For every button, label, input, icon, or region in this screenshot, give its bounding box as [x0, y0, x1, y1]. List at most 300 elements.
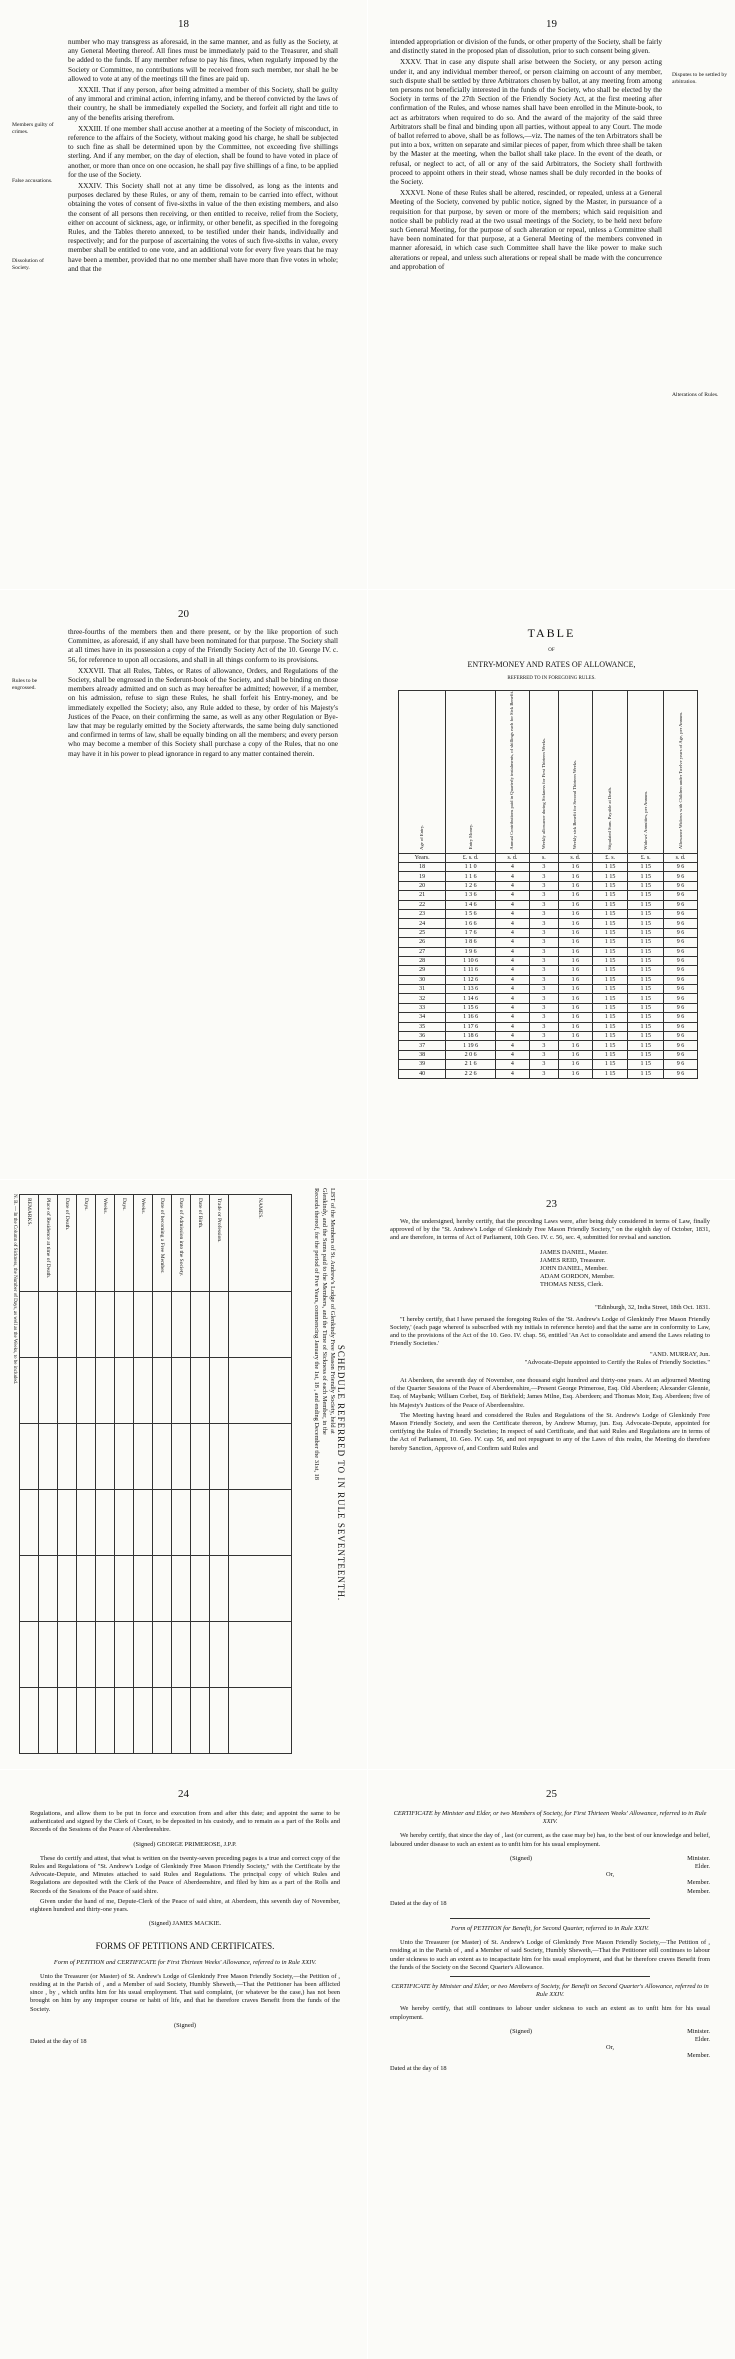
schedule-row [58, 1195, 77, 1754]
table-cell: 22 [399, 900, 446, 909]
murray-signature: "AND. MURRAY, Jun. [650, 1350, 710, 1358]
form-text: Unto the Treasurer (or Master) of St. Andrew's Lodge of Glenkindy Free Mason Friendly Society,—The Petition of , residing at in the Parish of , and a Member of said Society, Humbly Sheweth,—That the Petitioner still continues to labour under sickness to such an extent as to incapacitate him for his usual employment, and that he therefore craves Benefit from the funds of the Society on the Second Quarter's Allowance. [390, 1939, 710, 1971]
schedule-cell [96, 1556, 115, 1622]
table-cell: 4 [495, 919, 529, 928]
table-cell: 1 6 [558, 985, 592, 994]
table-cell: 9 6 [664, 985, 698, 994]
form-title: Form of PETITION for Benefit, for Second Quarter, referred to in Rule XXIV. [451, 1925, 649, 1933]
unit-cell: s. d. [495, 853, 529, 862]
form-title: CERTIFICATE by Minister and Elder, or two Members of Society, for First Thirteen Weeks' Allowance, referred to in Rule XXIV. [393, 1810, 707, 1826]
table-cell: 4 [495, 1022, 529, 1031]
schedule-cell [134, 1622, 153, 1688]
schedule-cell [172, 1490, 191, 1556]
schedule-cell [20, 1358, 39, 1424]
rule-xxxv: XXXV. That in case any dispute shall arise between the Society, or any person acting under it, and any individual member thereof, or person claiming on account of any member, such dispute shall be settled by three Arbitrators chosen by ballot, at any meeting from among ten persons not beneficially interested in the funds of the Society, who shall be elected by the Society in terms of the 27th Section of the Friendly Society Act, at the first meeting after confirmation of the Rules, and whose names shall have been enrolled in the Minute-book, to act as arbitrators when required to do so. And the award of the majority of the said three Arbitrators shall be final and binding upon all parties, without appeal to any Court. The mode of ballot referred to above, shall be as follows,—viz. The names of the ten Arbitrators shall be put into a box, written on separate and similar pieces of paper, from which three shall be taken by the Master at the meeting, when the ballot shall take place. In the event of the death, or refusal, or neglect to act, of all or any of the said Arbitrators, the Society shall forthwith proceed to appoint others in their stead, whose names shall be duly recorded in the books of the Society. [390, 58, 662, 187]
divider [450, 1918, 650, 1919]
table-cell: 4 [495, 1060, 529, 1069]
schedule-column-label: NAMES. [229, 1195, 292, 1292]
unit-cell: s. [529, 853, 558, 862]
table-cell: 3 [529, 909, 558, 918]
table-cell: 3 [529, 985, 558, 994]
table-cell: 1 1 6 [446, 872, 496, 881]
table-cell: 3 [529, 919, 558, 928]
table-cell: 1 2 6 [446, 881, 496, 890]
table-cell: 1 15 [628, 994, 664, 1003]
table-cell: 1 13 6 [446, 985, 496, 994]
page-20-text [68, 628, 338, 761]
table-cell: 3 [529, 862, 558, 871]
page-19 [368, 0, 735, 589]
page-18 [0, 0, 367, 589]
advocate-letter: "I hereby certify, that I have perused the foregoing Rules of the 'St. Andrew's Lodge of Glenkindy Free Mason Friendly Society,' (each page whereof is subscribed with my initials in reference hereto) and that the same are in conformity to Law, and to the provisions of the Act of the 10. Geo. IV. chap. 56, entitled 'An Act to consolidate and amend the Laws relating to Friendly Societies.' [390, 1315, 710, 1348]
margin-note: Disputes to be settled by arbitration. [672, 72, 727, 85]
schedule-cell [96, 1358, 115, 1424]
table-cell: 1 1 0 [446, 862, 496, 871]
schedule-row [153, 1195, 172, 1754]
table-cell: 24 [399, 919, 446, 928]
table-row [399, 1050, 698, 1059]
table-row [399, 1041, 698, 1050]
table-cell: 9 6 [664, 891, 698, 900]
table-cell: 3 [529, 1003, 558, 1012]
signer-name: JAMES REID, Treasurer. [540, 1256, 606, 1264]
table-cell: 1 6 [558, 1013, 592, 1022]
table-cell: 3 [529, 1050, 558, 1059]
or: Or, [605, 1871, 615, 1879]
table-cell: 1 15 [628, 872, 664, 881]
signature-block [510, 2028, 710, 2061]
column-header: Age of Entry. [399, 691, 446, 854]
schedule-cell [115, 1490, 134, 1556]
table-row [399, 891, 698, 900]
unit-cell: s. d. [558, 853, 592, 862]
schedule-cell [115, 1358, 134, 1424]
signature: (Signed) JAMES MACKIE. [148, 1920, 222, 1928]
certificate: We, the undersigned, hereby certify, that the preceding Laws were, after being duly considered in terms of Law, finally approved of by the "St. Andrew's Lodge of Glenkindy Free Mason Friendly Society," on the eighth day of October, 1831, and are therefore, in terms of Act of Parliament, 10th Geo. IV. c. 56, sec. 4, submitted for revisal and sanction. [390, 1218, 710, 1242]
table-cell: 1 15 [628, 1003, 664, 1012]
signers-list [540, 1249, 710, 1290]
table-cell: 9 6 [664, 1032, 698, 1041]
schedule-cell [191, 1424, 210, 1490]
table-cell: 3 [529, 966, 558, 975]
schedule-cell [77, 1424, 96, 1490]
table-cell: 1 15 [628, 891, 664, 900]
table-subtitle: ENTRY-MONEY AND RATES OF ALLOWANCE, [467, 660, 636, 669]
page-19-text [390, 38, 662, 274]
paragraph: number who may transgress as aforesaid, in the same manner, and as fully as the Society, at any General Meeting thereof. All fines must be immediately paid to the Treasurer, and shall be added to the funds. If any member refuse to pay his fines, when regularly imposed by the Society or Committee, no contributions will be received from such member, nor shall he be allowed to vote at any of the meetings till the fines are paid up. [68, 38, 338, 83]
schedule-cell [77, 1292, 96, 1358]
schedule-line: LIST of the Members of St. Andrew's Lodge of Glenkindy Free Mason Friendly Society, held at [329, 1188, 336, 1434]
schedule-column-label: Date of Admission into the Society. [172, 1195, 191, 1292]
schedule-column-label: Trade or Profession. [210, 1195, 229, 1292]
schedule-cell [96, 1292, 115, 1358]
table-cell: 34 [399, 1013, 446, 1022]
schedule-grid [19, 1194, 292, 1754]
table-cell: 3 [529, 994, 558, 1003]
table-row [399, 900, 698, 909]
column-header: Widows' Annuities, per Annum. [628, 691, 664, 854]
table-cell: 2 0 6 [446, 1050, 496, 1059]
table-cell: 4 [495, 891, 529, 900]
margin-note: Dissolution of Society. [12, 258, 44, 271]
schedule-table [12, 1194, 292, 1754]
table-cell: 32 [399, 994, 446, 1003]
schedule-cell [210, 1556, 229, 1622]
table-cell: 1 10 6 [446, 956, 496, 965]
table-cell: 9 6 [664, 881, 698, 890]
schedule-cell [115, 1292, 134, 1358]
table-cell: 1 6 [558, 919, 592, 928]
table-cell: 1 6 [558, 975, 592, 984]
table-cell: 1 7 6 [446, 928, 496, 937]
table-cell: 1 15 [628, 938, 664, 947]
minister: Minister. [687, 2027, 710, 2035]
table-cell: 3 [529, 1032, 558, 1041]
table-cell: 1 15 [592, 985, 628, 994]
schedule-cell [134, 1490, 153, 1556]
schedule-cell [58, 1490, 77, 1556]
table-cell: 1 6 [558, 1041, 592, 1050]
page-21 [368, 590, 735, 1179]
table-cell: 4 [495, 956, 529, 965]
table-cell: 4 [495, 947, 529, 956]
column-header: Stipulated Sum. Payable at Death. [592, 691, 628, 854]
table-cell: 1 11 6 [446, 966, 496, 975]
table-cell: 1 5 6 [446, 909, 496, 918]
table-cell: 1 15 [592, 919, 628, 928]
schedule-cell [134, 1292, 153, 1358]
schedule-cell [172, 1292, 191, 1358]
rule-xxxiv: XXXIV. This Society shall not at any time be dissolved, as long as the intents and purposes declared by these Rules, or any of them, remain to be carried into effect, without obtaining the votes of consent of five-sixths in value of the then existing members, and also the consent of all persons then receiving, or then entitled to receive, relief from the Society, either on account of sickness, age, or infirmity, or other benefit, as specified in the foregoing Rules, and the Tables thereto annexed, to be testified under their hands, individually and respectively; and for the purpose of ascertaining the votes of such five-sixths in value, every member shall be entitled to one vote, and an additional vote for every five years that he may have been a member, provided that no one member shall have more than five votes in whole; and that the [68, 182, 338, 273]
table-cell: 4 [495, 966, 529, 975]
table-cell: 1 6 [558, 881, 592, 890]
table-cell: 1 15 [628, 956, 664, 965]
schedule-cell [191, 1556, 210, 1622]
page-22 [0, 1180, 367, 1769]
paragraph: Given under the hand of me, Depute-Clerk of the Peace of said shire, at Aberdeen, this seventh day of November, eighteen hundred and thirty-one years. [30, 1897, 340, 1914]
schedule-cell [58, 1358, 77, 1424]
schedule-cell [77, 1556, 96, 1622]
table-cell: 1 6 [558, 1050, 592, 1059]
table-cell: 4 [495, 975, 529, 984]
schedule-cell [191, 1688, 210, 1754]
dated-line: Dated at the day of 18 [390, 2064, 447, 2072]
table-cell: 1 15 [592, 1003, 628, 1012]
aberdeen-minute: At Aberdeen, the seventh day of November, one thousand eight hundred and thirty-one years. At an adjourned Meeting of the Quarter Sessions of the Peace of Aberdeenshire,—Present George Primerose, Esq. Old Aberdeen; Alexander Glennie, Esq. of Maybank; William Corbet, Esq. of Birkfield; James Milne, Esq. Aberdeen; and Thomas Moir, Esq. Aberdeen; five of his Majesty's Justices of the Peace of Aberdeenshire. [390, 1377, 710, 1409]
table-cell: 28 [399, 956, 446, 965]
table-cell: 25 [399, 928, 446, 937]
table-cell: 3 [529, 956, 558, 965]
table-row [399, 1003, 698, 1012]
schedule-cell [172, 1358, 191, 1424]
table-cell: 3 [529, 928, 558, 937]
table-row [399, 1032, 698, 1041]
table-cell: 1 15 [628, 881, 664, 890]
dateline: "Edinburgh, 32, India Street, 18th Oct. 1831. [595, 1303, 710, 1311]
table-cell: 1 15 [592, 1032, 628, 1041]
table-cell: 30 [399, 975, 446, 984]
table-cell: 21 [399, 891, 446, 900]
schedule-cell [96, 1490, 115, 1556]
table-cell: 26 [399, 938, 446, 947]
table-cell: 19 [399, 872, 446, 881]
table-cell: 1 6 [558, 966, 592, 975]
page-number: 24 [178, 1788, 189, 1800]
table-cell: 1 15 [592, 947, 628, 956]
paragraph: Regulations, and allow them to be put in force and execution from and after this date; and appoint the same to be authenticated and signed by the Clerk of Court, to be deposited in his custody, and to remain as a part of the Rolls and Records of the Sessions of the Peace of Aberdeenshire. [30, 1810, 340, 1834]
margin-note: False accusations. [12, 178, 53, 184]
schedule-row [39, 1195, 58, 1754]
schedule-cell [39, 1556, 58, 1622]
rule-xxxii: XXXII. That if any person, after being admitted a member of this Society, shall be guilty of any immoral and criminal action, inferring infamy, and be thereof convicted by the laws of their country, he shall be immediately expelled the Society, and forfeit all right and title to any of the benefits arising therefrom. [68, 86, 338, 122]
table-cell: 4 [495, 928, 529, 937]
page-23-text [390, 1218, 710, 1455]
schedule-cell [210, 1358, 229, 1424]
schedule-cell [134, 1424, 153, 1490]
table-cell: 1 15 [592, 1069, 628, 1078]
table-cell: 3 [529, 872, 558, 881]
schedule-line: Glenkindy, and the Sums paid to the Members, and the Time of Sickness of each Member, in the [320, 1188, 328, 1435]
schedule-cell [210, 1622, 229, 1688]
table-cell: 1 18 6 [446, 1032, 496, 1041]
schedule-cell [229, 1424, 292, 1490]
schedule-cell [77, 1622, 96, 1688]
minister: Minister. [687, 1854, 710, 1862]
table-cell: 9 6 [664, 1013, 698, 1022]
table-cell: 1 15 [628, 985, 664, 994]
table-cell: 9 6 [664, 938, 698, 947]
table-cell: 4 [495, 1069, 529, 1078]
page-24 [0, 1770, 367, 2359]
dated-line: Dated at the day of 18 [30, 2038, 87, 2046]
member: Member. [687, 1879, 710, 1887]
table-cell: 3 [529, 900, 558, 909]
schedule-cell [153, 1292, 172, 1358]
form-text: We hereby certify, that still continues to labour under sickness to such an extent as to unfit him for his usual employment. [390, 2005, 710, 2021]
schedule-cell [210, 1424, 229, 1490]
table-cell: 1 15 [628, 1069, 664, 1078]
member: Member. [687, 2052, 710, 2060]
rule-xxxiii: XXXIII. If one member shall accuse another at a meeting of the Society of misconduct, in reference to the affairs of the Society, without making good his charge, he shall be subjected to such fine as shall be determined upon by the Committee, not exceeding five shillings sterling. And if any member, on the day of election, shall be found to have voted in place of another, or more than once on one occasion, he shall pay five shillings of a fine, to be applied for the use of the Society. [68, 124, 338, 179]
signer-name: ADAM GORDON, Member. [540, 1273, 615, 1281]
table-cell: 1 6 [558, 928, 592, 937]
schedule-note: N. B. — In the Column of Sickness, the Number of Days, as well as the Weeks, to be included. [12, 1194, 17, 1385]
schedule-cell [134, 1688, 153, 1754]
table-row [399, 966, 698, 975]
table-cell: 1 6 [558, 1003, 592, 1012]
table-cell: 4 [495, 1013, 529, 1022]
table-cell: 1 8 6 [446, 938, 496, 947]
table-cell: 2 2 6 [446, 1069, 496, 1078]
column-header: Allowance Widows with Children under Twelve years of Age, per Annum. [664, 691, 698, 854]
table-cell: 1 9 6 [446, 947, 496, 956]
table-cell: 1 6 [558, 1060, 592, 1069]
table-cell: 9 6 [664, 1069, 698, 1078]
unit-cell: £. s. d. [446, 853, 496, 862]
dated-line: Dated at the day of 18 [390, 1899, 447, 1907]
member: Member. [687, 1887, 710, 1895]
table-cell: 4 [495, 881, 529, 890]
table-cell: 1 19 6 [446, 1041, 496, 1050]
table-cell: 18 [399, 862, 446, 871]
schedule-cell [134, 1556, 153, 1622]
schedule-cell [191, 1490, 210, 1556]
table-cell: 36 [399, 1032, 446, 1041]
table-cell: 1 15 [628, 909, 664, 918]
schedule-column-label: Date of becoming a Free Member. [153, 1195, 172, 1292]
table-cell: 3 [529, 1013, 558, 1022]
table-title: TABLE [527, 626, 576, 640]
table-cell: 1 15 [628, 1050, 664, 1059]
schedule-row [134, 1195, 153, 1754]
table-cell: 1 4 6 [446, 900, 496, 909]
signature: (Signed) GEORGE PRIMEROSE, J.P.P. [133, 1840, 237, 1848]
margin-note: Alterations of Rules. [672, 392, 719, 398]
meeting-minute: The Meeting having heard and considered the Rules and Regulations of the St. Andrew's Lodge of Glenkindy Free Mason Friendly Society, and seen the Certificate thereon, by Andrew Murray, jun. Esq. Advocate-Depute, appointed for certifying the Rules of Friendly Societies; In respect of said Certificate, and that said Rules and Regulations are in terms of the Act of Parliament, 10. Geo. IV. cap. 56, and not repugnant to any of the Laws of this realm, the Meeting do therefore hereby Sanction, Approve of, and Confirm said Rules and [390, 1411, 710, 1452]
table-cell: 1 15 [628, 1041, 664, 1050]
signer-name: JOHN DANIEL, Member. [540, 1265, 608, 1273]
table-cell: 1 15 [628, 862, 664, 871]
schedule-cell [20, 1622, 39, 1688]
signature-block [510, 1855, 710, 1896]
table-cell: 1 15 [592, 900, 628, 909]
table-cell: 9 6 [664, 862, 698, 871]
column-header: Weekly sick Benefit for Second Thirteen Weeks. [558, 691, 592, 854]
schedule-cell [77, 1358, 96, 1424]
table-cell: 1 15 [628, 1032, 664, 1041]
table-cell: 1 6 [558, 872, 592, 881]
schedule-cell [172, 1424, 191, 1490]
signer-name: JAMES DANIEL, Master. [540, 1248, 608, 1256]
schedule-column-label: REMARKS. [20, 1195, 39, 1292]
table-cell: 1 15 [628, 919, 664, 928]
schedule-row [191, 1195, 210, 1754]
table-cell: 1 15 [592, 891, 628, 900]
table-cell: 4 [495, 1041, 529, 1050]
paragraph: three-fourths of the members then and there present, or by the like proportion of such Committee, as aforesaid, if any shall have been nominated for that purpose. The Society shall at all times have in its possession a copy of the Friendly Society Act of the 10. George IV. c. 56, for reference to upon all occasions, and shall in all things conform to its provisions. [68, 628, 338, 664]
schedule-column-label: Days. [77, 1195, 96, 1292]
paragraph: intended appropriation or division of the funds, or other property of the Society, shall be fairly and distinctly stated in the proposed plan of dissolution, prior to such consent being given. [390, 38, 662, 56]
schedule-cell [229, 1358, 292, 1424]
table-cell: 4 [495, 985, 529, 994]
schedule-cell [210, 1490, 229, 1556]
elder: Elder. [694, 1863, 710, 1871]
table-cell: 1 15 [592, 1060, 628, 1069]
table-ref: REFERRED TO IN FOREGOING RULES. [507, 676, 596, 681]
schedule-column-label: Place of Residence at time of Death. [39, 1195, 58, 1292]
table-row [399, 956, 698, 965]
margin-note: Members guilty of crimes. [12, 122, 54, 135]
schedule-row [77, 1195, 96, 1754]
form-title: Form of PETITION and CERTIFICATE for First Thirteen Weeks' Allowance, referred to in Rule XXIV. [53, 1958, 317, 1966]
table-cell: 1 6 [558, 994, 592, 1003]
page-24-text [30, 1810, 340, 2046]
table-row [399, 919, 698, 928]
table-cell: 1 6 [558, 956, 592, 965]
table-cell: 4 [495, 909, 529, 918]
table-cell: 9 6 [664, 909, 698, 918]
schedule-cell [20, 1688, 39, 1754]
table-cell: 1 15 [628, 900, 664, 909]
table-cell: 1 14 6 [446, 994, 496, 1003]
schedule-cell [134, 1358, 153, 1424]
schedule-cell [39, 1622, 58, 1688]
schedule-cell [229, 1622, 292, 1688]
table-cell: 4 [495, 1003, 529, 1012]
table-cell: 1 15 [592, 938, 628, 947]
table-cell: 1 15 [592, 975, 628, 984]
schedule-cell [210, 1292, 229, 1358]
table-row [399, 975, 698, 984]
page-25-text [390, 1810, 710, 2073]
schedule-cell [229, 1490, 292, 1556]
table-cell: 3 [529, 1041, 558, 1050]
table-cell: 1 15 [592, 956, 628, 965]
table-cell: 4 [495, 1050, 529, 1059]
table-cell: 37 [399, 1041, 446, 1050]
table-cell: 4 [495, 938, 529, 947]
table-cell: 9 6 [664, 872, 698, 881]
table-row [399, 1069, 698, 1078]
table-cell: 4 [495, 994, 529, 1003]
schedule-cell [77, 1490, 96, 1556]
signer-name: THOMAS NESS, Clerk. [540, 1281, 604, 1289]
schedule-cell [39, 1424, 58, 1490]
table-cell: 9 6 [664, 1041, 698, 1050]
table-cell: 1 15 [628, 1060, 664, 1069]
table-cell: 1 6 6 [446, 919, 496, 928]
schedule-row [20, 1195, 39, 1754]
table-cell: 1 17 6 [446, 1022, 496, 1031]
table-cell: 9 6 [664, 928, 698, 937]
forms-title: FORMS OF PETITIONS AND CERTIFICATES. [95, 1941, 275, 1952]
table-cell: 1 3 6 [446, 891, 496, 900]
schedule-column-label: Weeks. [134, 1195, 153, 1292]
petition-text: Unto the Treasurer (or Master) of St. Andrew's Lodge of Glenkindy Free Mason Friendly Society,—the Petition of , residing at in the Parish of , and a Member of said Society, Humbly Sheweth,—That the Petitioner has been afflicted since , by , which unfits him for his usual employment. That said complaint, (or whatever be the case,) has not been brought on him by any improper course or habit of life, and that he therefore craves Benefit from the funds of the Society. [30, 1972, 340, 2013]
table-cell: 1 6 [558, 891, 592, 900]
form-title: CERTIFICATE by Minister and Elder, or two Members of Society, for Benefit on Second Quarter's Allowance, referred to in Rule XXIV. [391, 1983, 709, 1999]
table-cell: 1 6 [558, 1069, 592, 1078]
table-cell: 3 [529, 1022, 558, 1031]
table-cell: 1 15 [592, 1050, 628, 1059]
table-cell: 9 6 [664, 919, 698, 928]
table-row [399, 985, 698, 994]
murray-title: "Advocate-Depute appointed to Certify the Rules of Friendly Societies." [524, 1358, 710, 1366]
unit-cell: s. d. [664, 853, 698, 862]
table-of: OF [548, 648, 555, 653]
column-header: Entry Money. [446, 691, 496, 854]
table-row [399, 862, 698, 871]
column-header: Weekly allowance during Sickness for First Thirteen Weeks. [529, 691, 558, 854]
rule-xxxvii: XXXVII. That all Rules, Tables, or Rates of allowance, Orders, and Regulations of the Society, shall be engrossed in the Sederunt-book of the Society, and shall be binding on those members already admitted and on such as may hereafter be admitted; however, if a member, on his admission, refuse to sign these Rules, he shall forfeit his Entry-money, and be immediately expelled the Society; also, any Rule added to these, by order of his Majesty's Justices of the Peace, on their confirming the same, as well as any other Regulation or Bye-law that may be regularly emitted by the Society afterwards, the same being duly sanctioned and confirmed in terms of law, shall be equally binding on all the members; and every person who may become a member of this Society shall purchase a copy of the Rules, that no one may have it in his power to plead ignorance in regard to any matter contained therein. [68, 666, 338, 758]
schedule-cell [20, 1292, 39, 1358]
table-cell: 9 6 [664, 1003, 698, 1012]
schedule-cell [191, 1358, 210, 1424]
schedule-column-label: Weeks. [96, 1195, 115, 1292]
schedule-row [172, 1195, 191, 1754]
schedule-cell [153, 1556, 172, 1622]
page-number: 18 [178, 18, 189, 30]
schedule-row [96, 1195, 115, 1754]
table-cell: 29 [399, 966, 446, 975]
paragraph: These do certify and attest, that what is written on the twenty-seven preceding pages is a true and correct copy of the Rules and Regulations of "St. Andrew's Lodge of Glenkindy Free Mason Friendly Society," with the Certificate by the Advocate-Depute, and Minutes attached to said Rules and Regulations. The principal copy of which Rules and Regulations are deposited with the Clerk of the Peace of Aberdeenshire, and filed by him as a part of the Rolls and Records of the Sessions of the Peace of said shire. [30, 1854, 340, 1895]
table-cell: 2 1 6 [446, 1060, 496, 1069]
table-cell: 3 [529, 975, 558, 984]
signed: (Signed) [510, 2027, 533, 2035]
table-cell: 23 [399, 909, 446, 918]
schedule-cell [229, 1292, 292, 1358]
schedule-column-label: Date of Death. [58, 1195, 77, 1292]
